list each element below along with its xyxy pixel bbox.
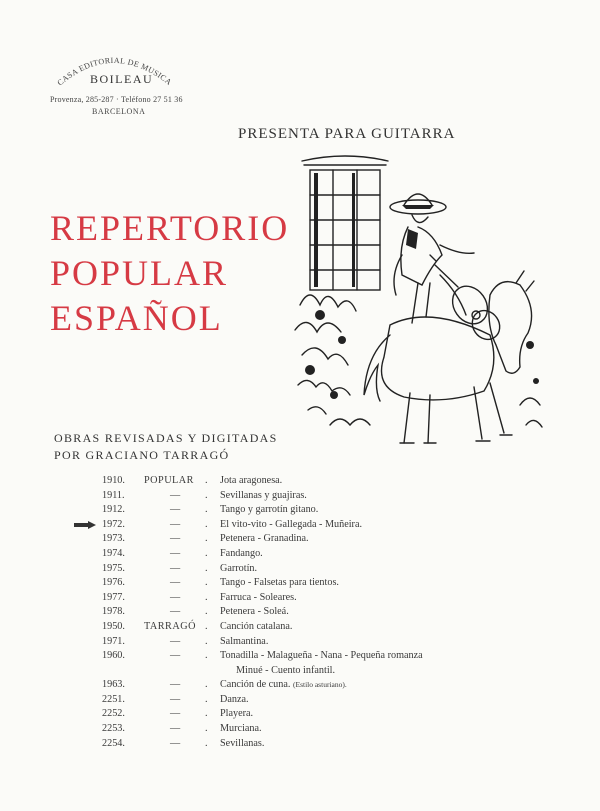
catalog-number: 1976. (102, 577, 125, 589)
presents-heading: PRESENTA PARA GUITARRA (238, 126, 456, 142)
catalog-composer: — (170, 722, 181, 734)
catalog-separator: . (205, 518, 208, 530)
catalog-number: 2254. (102, 737, 125, 749)
catalog-row (74, 635, 574, 650)
subtitle-line-2: POR GRACIANO TARRAGÓ (54, 448, 230, 462)
catalog-work: Tango y garrotín gitano. (220, 504, 319, 516)
catalog-composer: — (170, 547, 181, 559)
catalog-composer: — (170, 708, 181, 720)
catalog-number: 1977. (102, 591, 125, 603)
catalog-separator: . (205, 533, 208, 545)
catalog-row (74, 649, 574, 678)
catalog-work: Farruca - Soleares. (220, 591, 297, 603)
catalog-composer: — (170, 650, 181, 662)
catalog-number: 1950. (102, 620, 125, 632)
catalog-work: El vito-vito - Gallegada - Muñeira. (220, 518, 363, 530)
catalog-composer: — (170, 518, 181, 530)
catalog-separator: . (205, 635, 208, 647)
title-line-3: ESPAÑOL (50, 298, 223, 338)
catalog-composer: — (170, 679, 181, 691)
catalog-work: Petenera - Soleá. (220, 606, 289, 618)
catalog-composer: — (170, 693, 181, 705)
catalog-number: 2252. (102, 708, 125, 720)
catalog-separator: . (205, 504, 208, 516)
catalog-row (74, 707, 574, 722)
catalog-number: 1973. (102, 533, 125, 545)
catalog-separator: . (205, 562, 208, 574)
catalog-work: Tonadilla - Malagueña - Nana - Pequeña romanza (220, 650, 423, 662)
catalog-row (74, 678, 574, 693)
catalog-row (74, 620, 574, 635)
catalog-composer: — (170, 562, 181, 574)
catalog-row (74, 591, 574, 606)
catalog-number: 2251. (102, 693, 125, 705)
catalog-composer: — (170, 591, 181, 603)
catalog-number: 2253. (102, 722, 125, 734)
catalog-number: 1978. (102, 606, 125, 618)
catalog-separator: . (205, 475, 208, 486)
catalog-number: 1972. (102, 518, 125, 530)
catalog-number: 1971. (102, 635, 125, 647)
catalog-work: Canción de cuna. (220, 679, 291, 691)
catalog-row (74, 722, 574, 737)
publisher-address: Provenza, 285-287 · Teléfono 27 51 36 (50, 95, 183, 104)
subtitle-line-1: OBRAS REVISADAS Y DIGITADAS (54, 431, 278, 445)
pointing-arrow-icon (74, 521, 96, 529)
catalog-work: Petenera - Granadina. (220, 533, 309, 545)
catalog-number: 1974. (102, 547, 125, 559)
catalog-row (74, 576, 574, 591)
main-title (50, 206, 290, 341)
catalog-row (74, 518, 574, 533)
title-line-2: POPULAR (50, 253, 229, 293)
catalog-row (74, 489, 574, 504)
catalog-composer: — (170, 635, 181, 647)
catalog-composer: — (170, 606, 181, 618)
catalog-separator: . (205, 489, 208, 501)
catalog-work: Salmantina. (220, 635, 269, 647)
catalog-row (74, 737, 574, 752)
catalog-row (74, 693, 574, 708)
catalog-separator: . (205, 650, 208, 662)
catalog-separator: . (205, 708, 208, 720)
publisher-city: BARCELONA (92, 107, 146, 116)
title-line-1: REPERTORIO (50, 208, 290, 248)
catalog-composer: — (170, 533, 181, 545)
catalog-separator: . (205, 722, 208, 734)
catalog-work: Canción catalana. (220, 620, 293, 632)
catalog-work-with-note (220, 678, 520, 693)
catalog-row (74, 503, 574, 518)
catalog-row (74, 474, 574, 489)
catalog-number: 1911. (102, 489, 125, 501)
catalog-composer: — (170, 504, 181, 516)
catalog-separator: . (205, 620, 208, 632)
catalog-separator: . (205, 606, 208, 618)
catalog-row (74, 605, 574, 620)
catalog-work-continued: Minué - Cuento infantil. (236, 664, 336, 676)
catalog-number: 1975. (102, 562, 125, 574)
catalog-separator: . (205, 547, 208, 559)
catalog-work: Tango - Falsetas para tientos. (220, 577, 339, 589)
catalog-row (74, 532, 574, 547)
catalog-work: Garrotín. (220, 562, 258, 574)
catalog-row (74, 562, 574, 577)
catalog-work: Sevillanas y guajiras. (220, 489, 307, 501)
catalog-number: 1963. (102, 679, 125, 691)
catalog-separator: . (205, 693, 208, 705)
guitarist-horse-illustration (290, 155, 550, 455)
catalog-work: Fandango. (220, 547, 263, 559)
catalog-note: (Estilo asturiano). (292, 680, 347, 690)
catalog-number: 1910. (102, 475, 125, 486)
catalog-separator: . (205, 679, 208, 691)
catalog-work: Murciana. (220, 722, 262, 734)
catalog-composer: — (170, 737, 181, 749)
catalog-work: Playera. (220, 708, 254, 720)
catalog-separator: . (205, 577, 208, 589)
catalog-composer: — (170, 489, 181, 501)
subtitle (54, 430, 278, 464)
catalog-separator: . (205, 737, 208, 749)
catalog-row (74, 547, 574, 562)
catalog-work: Jota aragonesa. (220, 475, 283, 486)
catalog-number: 1912. (102, 504, 125, 516)
catalog-work: Danza. (220, 693, 249, 705)
catalog-composer: — (170, 577, 181, 589)
publisher-name: BOILEAU (90, 72, 154, 86)
catalog-composer: POPULAR (144, 475, 194, 486)
catalog-number: 1960. (102, 650, 125, 662)
catalog-list (74, 474, 574, 751)
catalog-work: Sevillanas. (220, 737, 265, 749)
svg-text:CASA EDITORIAL DE MUSICA: CASA EDITORIAL DE MUSICA (55, 55, 174, 88)
catalog-separator: . (205, 591, 208, 603)
catalog-composer: TARRAGÓ (144, 620, 196, 632)
